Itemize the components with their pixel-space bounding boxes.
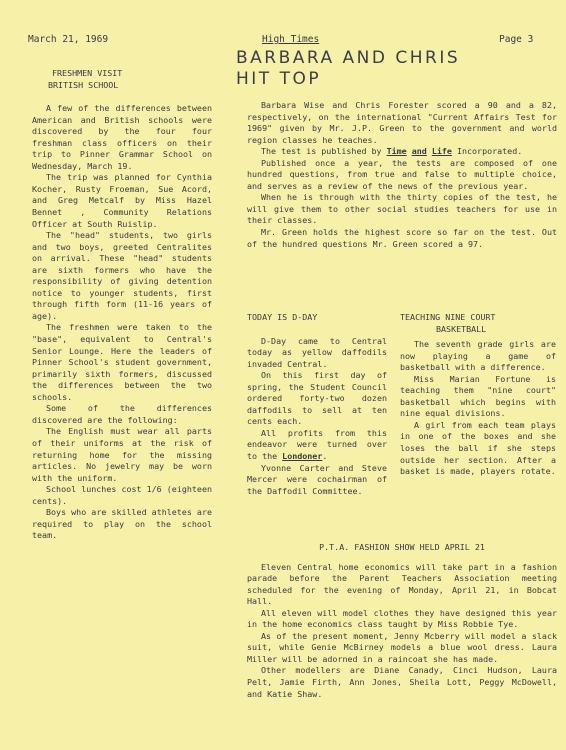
article-dday — [247, 312, 387, 497]
article-current-affairs — [247, 100, 557, 250]
paragraph: School lunches cost 1/6 (eighteen cents). — [32, 484, 212, 506]
text: The test is published by — [261, 146, 382, 157]
conjunction: and — [411, 146, 427, 157]
paragraph: Mr. Green holds the highest score so far on the test. Out of the hundred questions Mr. Green scored a 97. — [247, 227, 557, 249]
article-pta-fashion-show — [247, 542, 557, 700]
newspaper-name: Londoner — [282, 451, 323, 462]
page-number: Page 3 — [499, 34, 534, 45]
paragraph: On this first day of spring, the Student Council ordered forty-two dozen daffodils to sell at ten cents each. — [247, 370, 387, 427]
paragraph: A few of the differences between American and British schools were discovered by the four four freshman class officers on their trip to Pinner Grammar School on Wednesday, March 19. — [32, 103, 212, 171]
paragraph: The seventh grade girls are now playing a game of basketball with a difference. — [400, 339, 556, 373]
paragraph: Yvonne Carter and Steve Mercer were cochairman of the Daffodil Committee. — [247, 462, 387, 496]
article-heading-line-2: BASKETBALL — [436, 323, 487, 334]
article-heading: TEACHING NINE COURT — [400, 312, 496, 322]
paragraph: When he is through with the thirty copies of the test, he will give them to other social studies teachers for use in their classes. — [247, 192, 557, 226]
magazine-name-life: Life — [431, 146, 452, 157]
paragraph: All eleven will model clothes they have designed this year in the home economics class taught by Miss Robbie Tye. — [247, 607, 557, 630]
issue-date: March 21, 1969 — [28, 34, 109, 45]
paragraph: Other modellers are Diane Canady, Cinci Hudson, Laura Pelt, Jamie Firth, Ann Jones, Sheila Lott, Peggy McDowell, and Katie Shaw. — [247, 665, 557, 699]
paragraph: The freshmen were taken to the "base", equivalent to Central's Senior Lounge. Here the leaders of Pinner School's student government, primarily sixth formers, discussed the differences between the two schools. — [32, 322, 212, 402]
main-headline — [236, 48, 460, 90]
article-heading: FRESHMEN VISIT — [52, 68, 123, 78]
paragraph: Barbara Wise and Chris Forester scored a 90 and a 82, respectively, on the international "Current Affairs Test for 1969" given by Mr. J.P. Green to the government and world region classes he teaches. — [247, 100, 557, 145]
article-heading-line-2: BRITISH SCHOOL — [48, 79, 119, 90]
paragraph: Some of the differences discovered are the following: — [32, 403, 212, 425]
paragraph: Published once a year, the tests are composed of one hundred questions, from true and false to multiple choice, and serves as a review of the news of the previous year. — [247, 157, 557, 191]
article-heading: P.T.A. FASHION SHOW HELD APRIL 21 — [319, 542, 485, 552]
paragraph: Eleven Central home economics will take part in a fashion parade before the Parent Teachers Association meeting scheduled for the evening of Monday, April 21, in Bobcat Hall. — [247, 561, 557, 607]
article-british-visit — [32, 68, 212, 542]
paragraph: Miss Marian Fortune is teaching them "nine court" basketball which begins with nine equal divisions. — [400, 373, 556, 419]
headline-line-1: BARBARA AND CHRIS — [236, 48, 461, 68]
paragraph: D-Day came to Central today as yellow daffodils invaded Central. — [247, 335, 387, 369]
headline-line-2: HIT TOP — [236, 69, 322, 89]
paragraph: A girl from each team plays in one of the boxes and she loses the ball if she steps outside her section. After a basket is made, players rotate. — [400, 419, 556, 477]
paragraph: As of the present moment, Jenny Mcberry will model a slack suit, while Genie McBirney models a blue wool dress. Laura Miller will be adorned in a raincoat she has made. — [247, 630, 557, 664]
article-basketball — [400, 312, 556, 478]
paragraph: The "head" students, two girls and two boys, greeted Centralites on arrival. These "head" students are sixth formers who have the responsibility of giving detention notice to younger students, first through fifth form (11-16 years of age). — [32, 230, 212, 321]
article-heading: TODAY IS D-DAY — [247, 312, 318, 322]
text: Incorporated. — [456, 146, 523, 157]
paper-name: High Times — [262, 34, 320, 45]
text: . — [322, 451, 328, 462]
paragraph — [247, 146, 557, 158]
paragraph: The trip was planned for Cynthia Kocher, Rusty Froeman, Sue Acord, and Greg Metcalf by Miss Hazel Bennet , Community Relations Officer at South Ruislip. — [32, 172, 212, 229]
text: All profits from this endeavor were turned over to the — [247, 427, 387, 462]
magazine-name-time: Time — [386, 146, 407, 157]
paragraph: Boys who are skilled athletes are required to play on the school team. — [32, 507, 212, 541]
paragraph: The English must wear all parts of their uniforms at the risk of returning home for the missing articles. No jewelry may be worn with the uniform. — [32, 426, 212, 483]
paragraph — [247, 428, 387, 463]
